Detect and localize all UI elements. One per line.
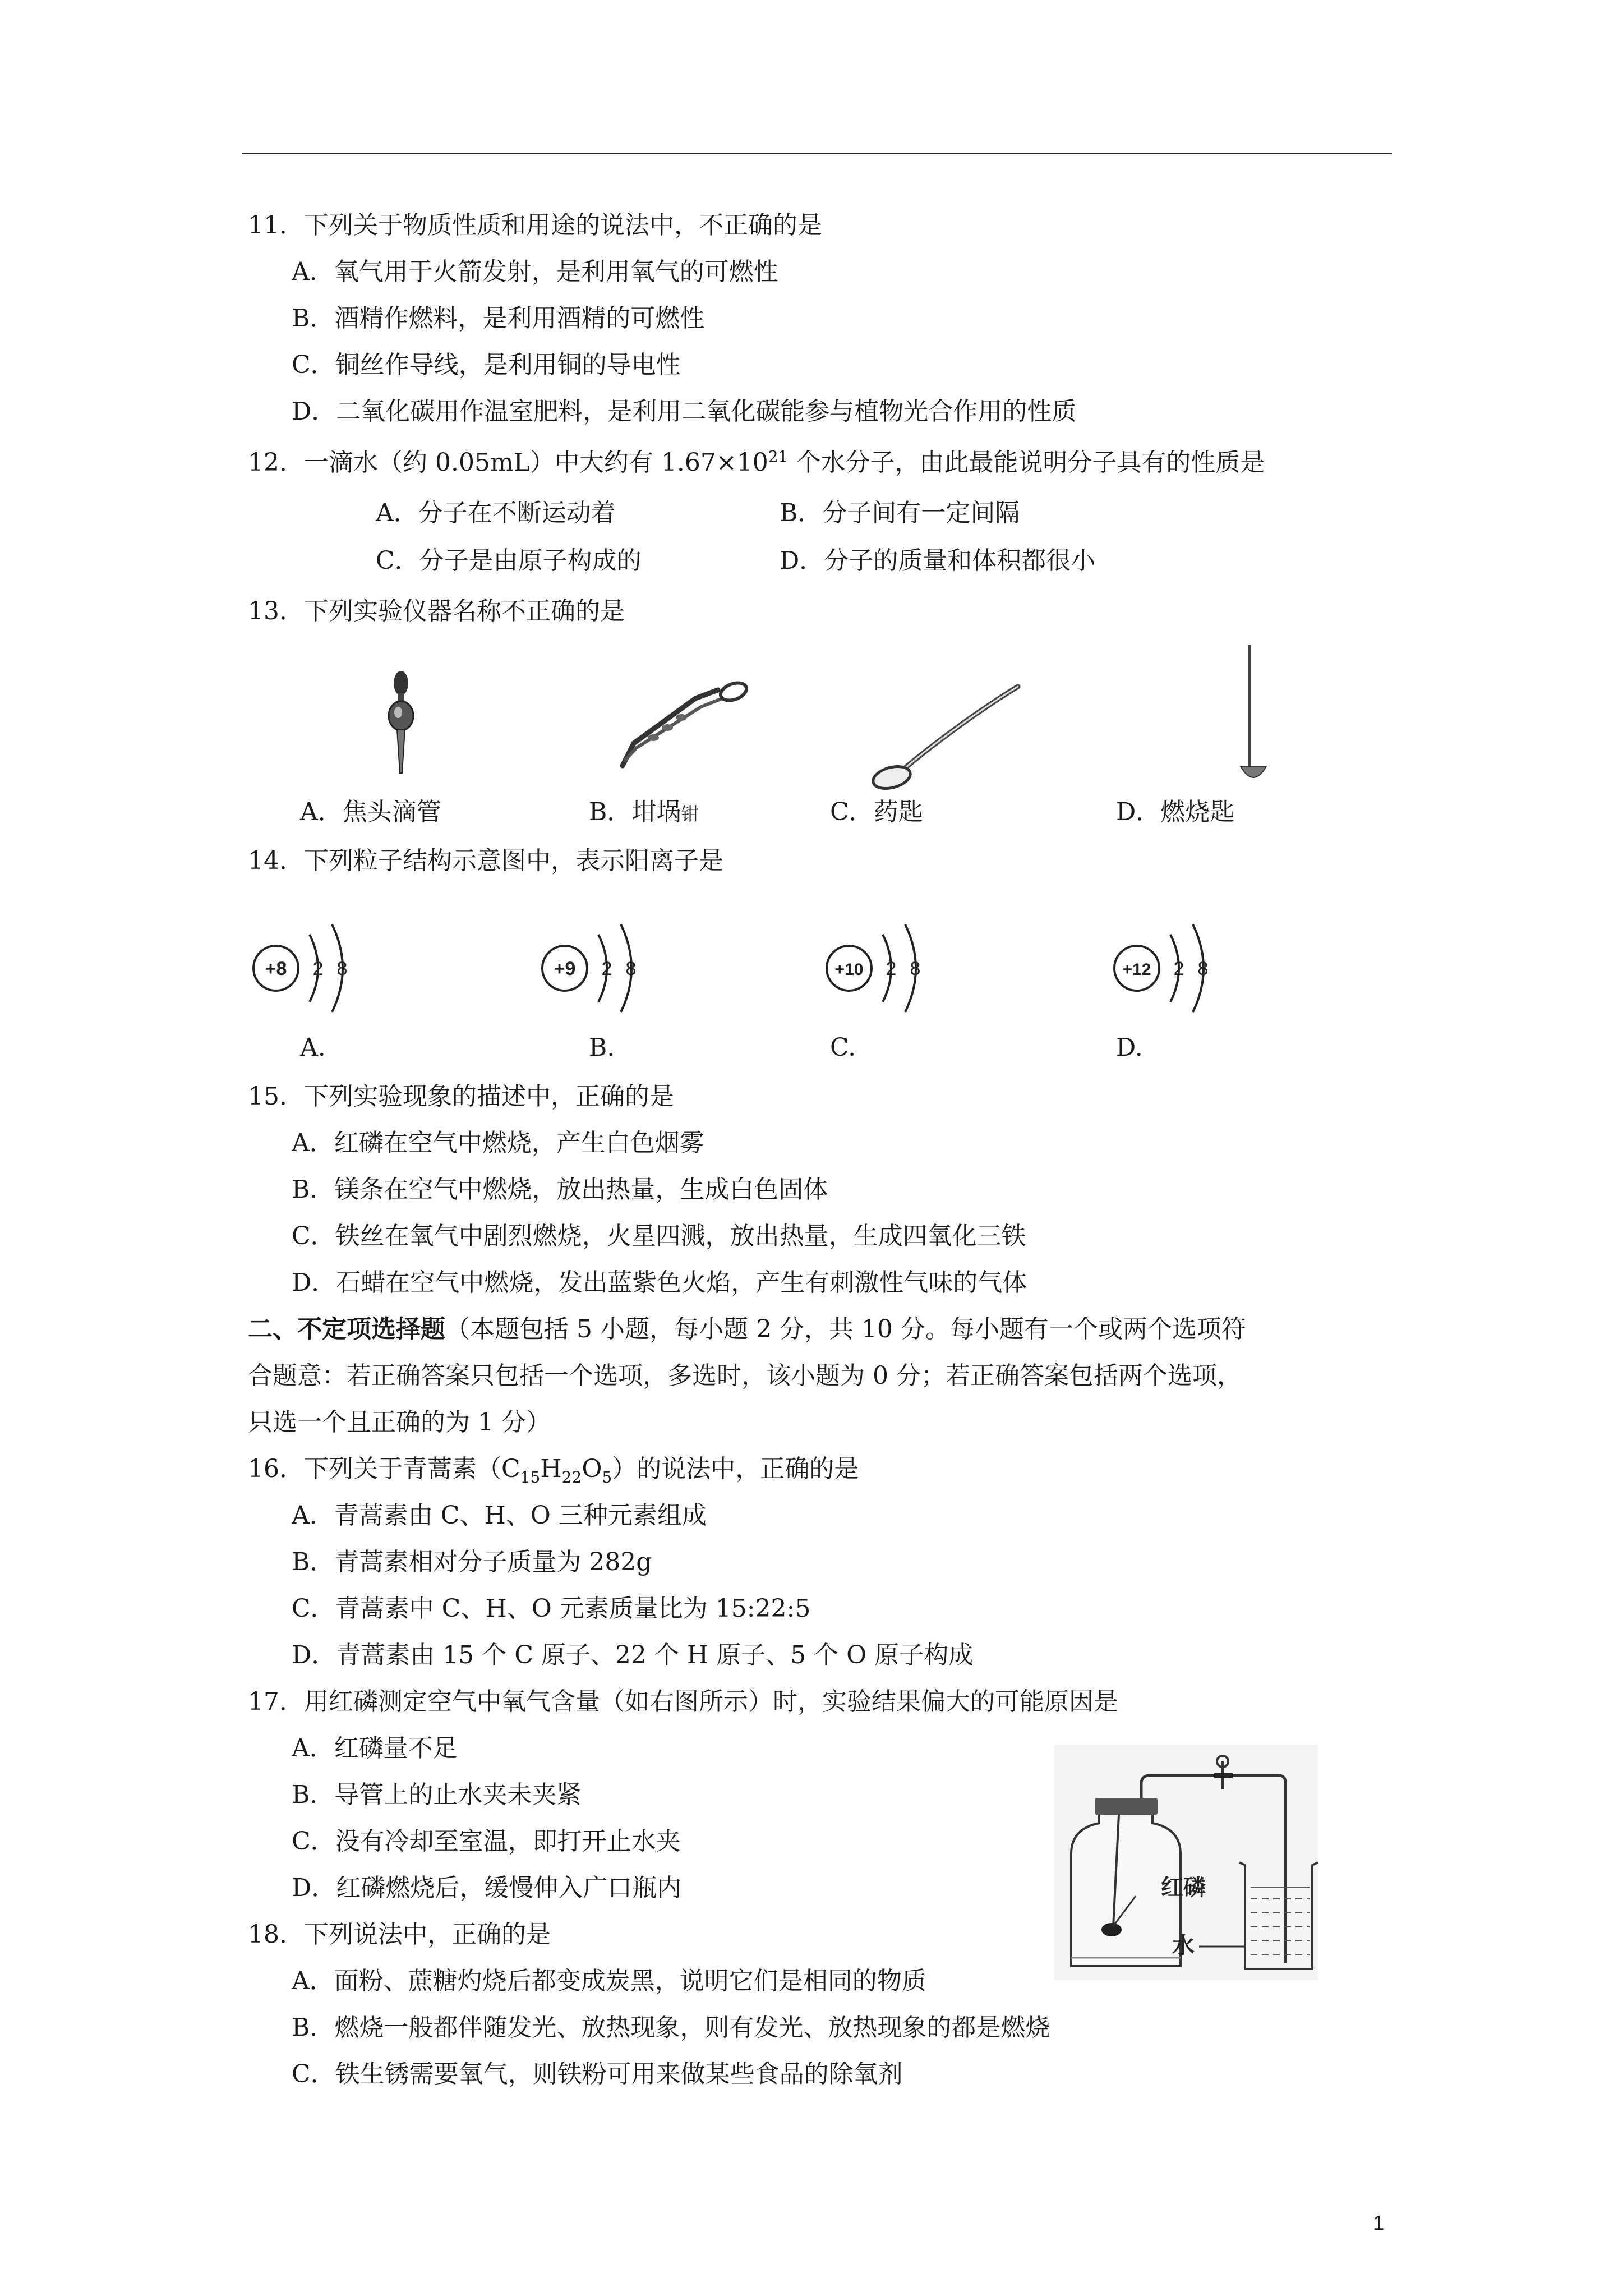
q18-option-a: A．面粉、蔗糖灼烧后都变成炭黑，说明它们是相同的物质 — [292, 1967, 926, 1995]
shell-1-count: 2 — [1173, 958, 1184, 979]
q13-label-d: D．燃烧匙 — [1116, 798, 1235, 826]
nucleus-charge: +8 — [265, 958, 287, 979]
q18-stem: 18．下列说法中，正确的是 — [248, 1920, 551, 1949]
q16-option-b: B．青蒿素相对分子质量为 282g — [292, 1548, 652, 1576]
label-water: 水 — [1172, 1934, 1195, 1958]
q17-option-c: C．没有冷却至室温，即打开止水夹 — [292, 1827, 681, 1856]
q11-option-d: D．二氧化碳用作温室肥料，是利用二氧化碳能参与植物光合作用的性质 — [292, 397, 1077, 426]
q12-option-d: D．分子的质量和体积都很小 — [780, 546, 1096, 575]
q11-option-c: C．铜丝作导线，是利用铜的导电性 — [292, 351, 681, 379]
q12-stem: 12．一滴水（约 0.05mL）中大约有 $1.67\times 10^{21}$ 个水分子，由此最能说明分子具有的性质是 — [248, 447, 1265, 477]
q16-option-c: C．青蒿素中 C、H、O 元素质量比为 15:22:5 — [292, 1594, 811, 1623]
q14-stem: 14．下列粒子结构示意图中，表示阳离子是 — [248, 846, 723, 875]
header-rule — [242, 153, 1392, 154]
q13-label-c: C．药匙 — [830, 798, 923, 826]
q17-option-d: D．红磷燃烧后，缓慢伸入广口瓶内 — [292, 1874, 682, 1902]
q15-option-a: A．红磷在空气中燃烧，产生白色烟雾 — [292, 1129, 704, 1157]
label-red-phosphorus: 红磷 — [1161, 1875, 1206, 1900]
q12-option-b: B．分子间有一定间隔 — [780, 499, 1020, 527]
q17-option-b: B．导管上的止水夹未夹紧 — [292, 1780, 582, 1809]
crucible-tongs-icon — [611, 676, 751, 771]
shell-2-count: 8 — [910, 958, 921, 979]
q14-label-d: D. — [1116, 1033, 1143, 1062]
shell-2-count: 8 — [336, 958, 348, 979]
combustion-spoon-icon — [1228, 639, 1279, 785]
shell-1-count: 2 — [886, 958, 897, 979]
atom-diagram-a — [247, 914, 370, 1021]
shell-1-count: 2 — [312, 958, 324, 979]
q12-option-a: A．分子在不断运动着 — [376, 499, 616, 527]
q18-option-b: B．燃烧一般都伴随发光、放热现象，则有发光、放热现象的都是燃烧 — [292, 2013, 1050, 2042]
q15-stem: 15．下列实验现象的描述中，正确的是 — [248, 1082, 674, 1111]
q13-label-a: A．焦头滴管 — [300, 798, 441, 826]
shell-2-count: 8 — [1197, 958, 1209, 979]
shell-1-count: 2 — [601, 958, 612, 979]
dropper-icon — [376, 668, 426, 780]
page-number: 1 — [1373, 2211, 1385, 2234]
q11-option-b: B．酒精作燃料，是利用酒精的可燃性 — [292, 304, 705, 333]
q14-label-c: C. — [830, 1033, 856, 1062]
spatula-icon — [858, 679, 1026, 797]
q11-option-a: A．氧气用于火箭发射，是利用氧气的可燃性 — [292, 257, 778, 286]
section2-heading: 二、不定项选择题（本题包括 5 小题，每小题 2 分，共 10 分。每小题有一个或两个选项符 — [248, 1315, 1246, 1343]
q14-label-b: B. — [589, 1033, 615, 1062]
q16-stem: 16．下列关于青蒿素$(C_{15}H_{22}O_5)$的说法中，正确的是 — [248, 1455, 859, 1487]
q15-option-b: B．镁条在空气中燃烧，放出热量，生成白色固体 — [292, 1175, 828, 1204]
shell-2-count: 8 — [625, 958, 637, 979]
q13-stem: 13．下列实验仪器名称不正确的是 — [248, 597, 625, 625]
nucleus-charge: +10 — [834, 960, 864, 979]
q17-option-a: A．红磷量不足 — [292, 1734, 458, 1763]
section2-title: 二、不定项选择题 — [248, 1315, 445, 1343]
q15-option-d: D．石蜡在空气中燃烧，发出蓝紫色火焰，产生有刺激性气味的气体 — [292, 1268, 1027, 1297]
q11-stem: 11．下列关于物质性质和用途的说法中，不正确的是 — [248, 211, 822, 240]
atom-diagram-d — [1108, 914, 1231, 1021]
section2-desc-line3: 只选一个且正确的为 1 分） — [248, 1408, 551, 1437]
q16-option-a: A．青蒿素由 C、H、O 三种元素组成 — [292, 1501, 707, 1530]
q14-label-a: A. — [300, 1033, 326, 1062]
nucleus-charge: +12 — [1122, 960, 1151, 979]
q15-option-c: C．铁丝在氧气中剧烈燃烧，火星四溅，放出热量，生成四氧化三铁 — [292, 1222, 1026, 1250]
atom-diagram-c — [820, 914, 943, 1021]
q13-label-b: B．坩埚钳 — [589, 798, 699, 826]
red-phosphorus-apparatus-figure — [1054, 1745, 1318, 1980]
atom-diagram-b — [536, 914, 659, 1021]
q16-option-d: D．青蒿素由 15 个 C 原子、22 个 H 原子、5 个 O 原子构成 — [292, 1641, 974, 1669]
q18-option-c: C．铁生锈需要氧气，则铁粉可用来做某些食品的除氧剂 — [292, 2060, 903, 2088]
q17-stem: 17．用红磷测定空气中氧气含量（如右图所示）时，实验结果偏大的可能原因是 — [248, 1687, 1118, 1716]
q12-option-c: C．分子是由原子构成的 — [376, 546, 642, 575]
section2-desc-line2: 合题意：若正确答案只包括一个选项，多选时，该小题为 0 分；若正确答案包括两个选项， — [248, 1361, 1242, 1390]
nucleus-charge: +9 — [554, 958, 576, 979]
